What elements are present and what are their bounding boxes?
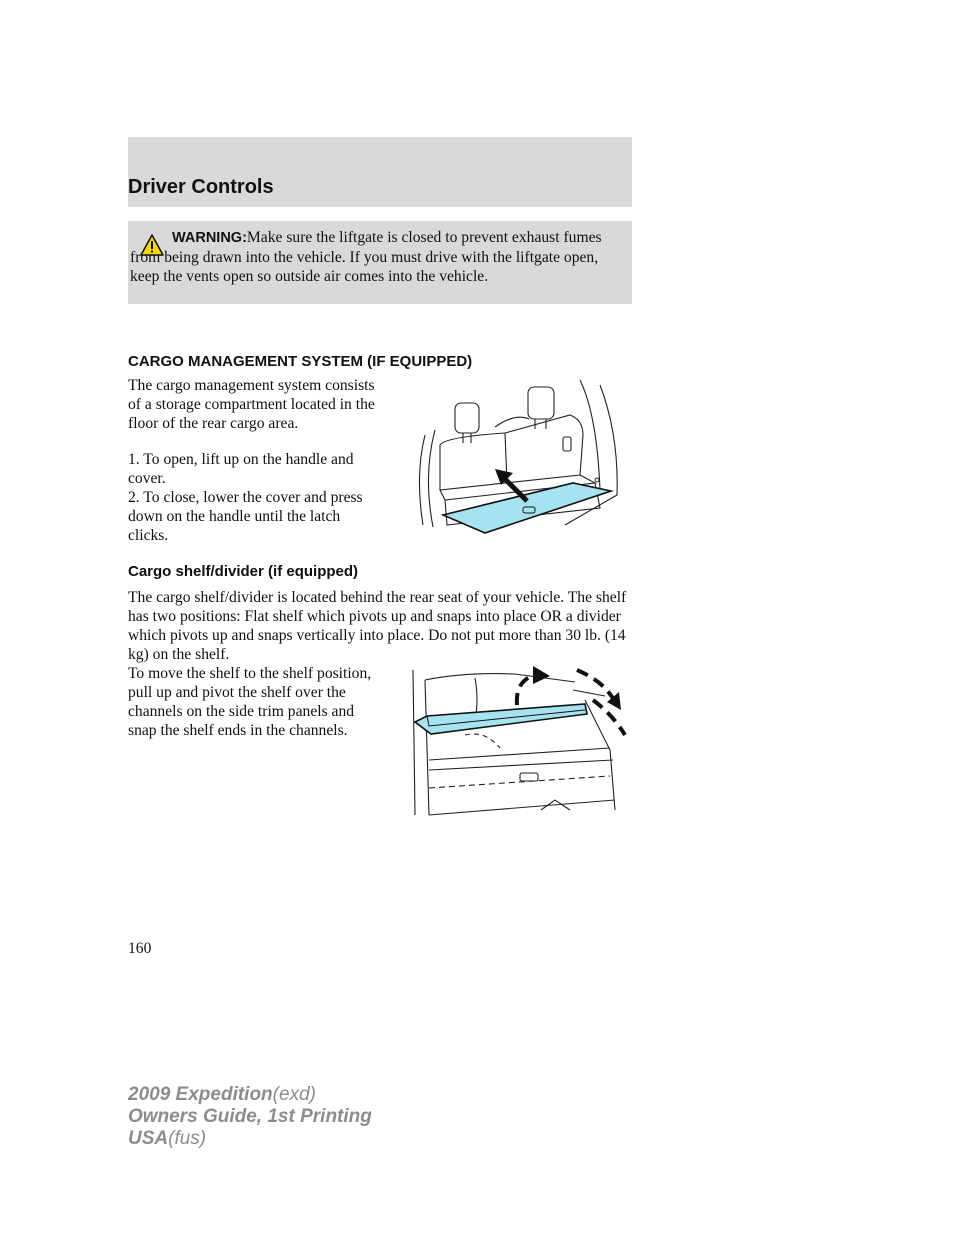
footer-guide: Owners Guide, 1st Printing	[128, 1106, 372, 1127]
cargo-heading: CARGO MANAGEMENT SYSTEM (IF EQUIPPED)	[128, 353, 473, 370]
page-number: 160	[128, 940, 152, 957]
footer-region: USA	[128, 1128, 169, 1149]
cargo-storage-illustration	[405, 375, 630, 535]
cargo-step1: 1. To open, lift up on the handle and cover.	[128, 451, 354, 487]
cargo-intro: The cargo management system consists of a storage compartment located in the floor of the rear cargo area.	[128, 377, 375, 432]
cargo-shelf-illustration	[405, 660, 630, 820]
shelf-instructions: To move the shelf to the shelf position, pull up and pivot the shelf over the channels on the side trim panels and snap the shelf ends in the channels.	[128, 665, 372, 739]
cargo-step2: 2. To close, lower the cover and press down on the handle until the latch clicks.	[128, 489, 363, 544]
footer-model-code: (exd)	[272, 1084, 316, 1105]
footer-region-code: (fus)	[168, 1128, 207, 1149]
footer-imprint	[128, 1084, 372, 1150]
warning-label: WARNING:	[172, 230, 247, 246]
warning-line1: Make sure the liftgate is closed to prevent exhaust	[246, 229, 560, 246]
page-title: Driver Controls	[128, 176, 274, 198]
shelf-heading: Cargo shelf/divider (if equipped)	[128, 563, 359, 580]
warning-text	[130, 228, 628, 286]
footer-model: 2009 Expedition	[128, 1084, 273, 1105]
warning-body: fumes from being drawn into the vehicle. If you must drive with the liftgate open, keep the vents open so outside air comes into the vehicle.	[130, 229, 602, 285]
shelf-paragraph: The cargo shelf/divider is located behind the rear seat of your vehicle. The shelf has two positions: Flat shelf which pivots up and snaps into place OR a divider which pivots up and snaps vertically into place. Do not put more than 30 lb. (14 kg) on the shelf.	[128, 589, 627, 663]
